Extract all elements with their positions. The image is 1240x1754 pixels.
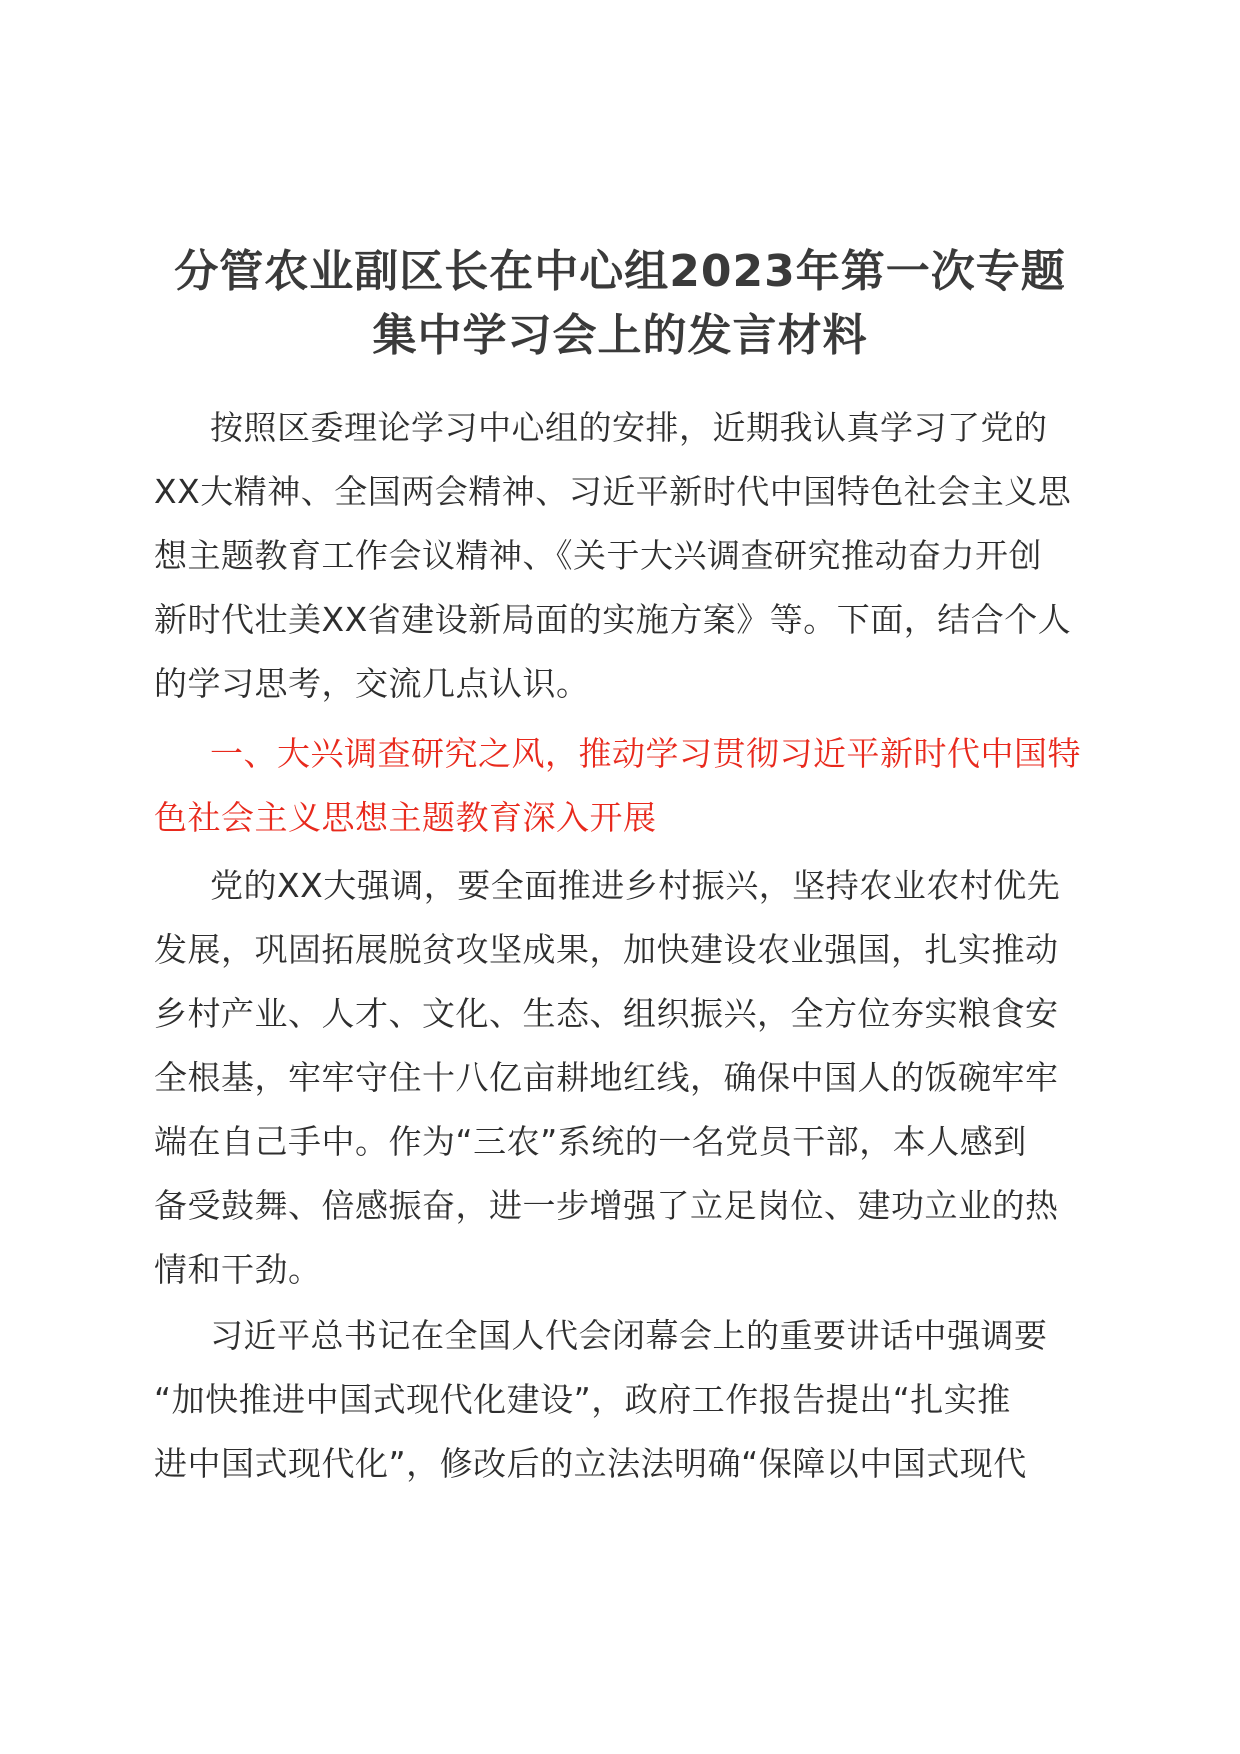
document-title-line-2: 集中学习会上的发言材料	[372, 310, 868, 361]
paragraph-2-line-7: 情和干劲。	[154, 1250, 322, 1289]
paragraph-2-line-3: 乡村产业、人才、文化、生态、组织振兴，全方位夯实粮食安	[154, 994, 1059, 1033]
paragraph-2-line-2: 发展，巩固拓展脱贫攻坚成果，加快建设农业强国，扎实推动	[154, 930, 1059, 969]
paragraph-3-line-3: 进中国式现代化”，修改后的立法法明确“保障以中国式现代	[154, 1444, 1027, 1483]
paragraph-1-line-5: 的学习思考，交流几点认识。	[154, 664, 590, 703]
paragraph-1-line-4: 新时代壮美XX省建设新局面的实施方案》等。下面，结合个人	[154, 600, 1072, 639]
paragraph-2-line-4: 全根基，牢牢守住十八亿亩耕地红线，确保中国人的饭碗牢牢	[154, 1058, 1059, 1097]
paragraph-1-line-2: XX大精神、全国两会精神、习近平新时代中国特色社会主义思	[154, 472, 1072, 511]
document-title-line-1: 分管农业副区长在中心组2023年第一次专题	[174, 246, 1066, 297]
paragraph-3-line-2: “加快推进中国式现代化建设”，政府工作报告提出“扎实推	[154, 1380, 1011, 1419]
paragraph-3-line-1: 习近平总书记在全国人代会闭幕会上的重要讲话中强调要	[210, 1316, 1048, 1355]
paragraph-1-line-3: 想主题教育工作会议精神、《关于大兴调查研究推动奋力开创	[154, 536, 1042, 575]
paragraph-2-line-6: 备受鼓舞、倍感振奋，进一步增强了立足岗位、建功立业的热	[154, 1186, 1059, 1225]
paragraph-2-line-1: 党的XX大强调，要全面推进乡村振兴，坚持农业农村优先	[210, 866, 1061, 905]
paragraph-1-line-1: 按照区委理论学习中心组的安排，近期我认真学习了党的	[210, 408, 1048, 447]
section-heading-line-2: 色社会主义思想主题教育深入开展	[154, 798, 657, 837]
section-heading-line-1: 一、大兴调查研究之风，推动学习贯彻习近平新时代中国特	[210, 734, 1081, 773]
paragraph-2-line-5: 端在自己手中。作为“三农”系统的一名党员干部，本人感到	[154, 1122, 1027, 1161]
